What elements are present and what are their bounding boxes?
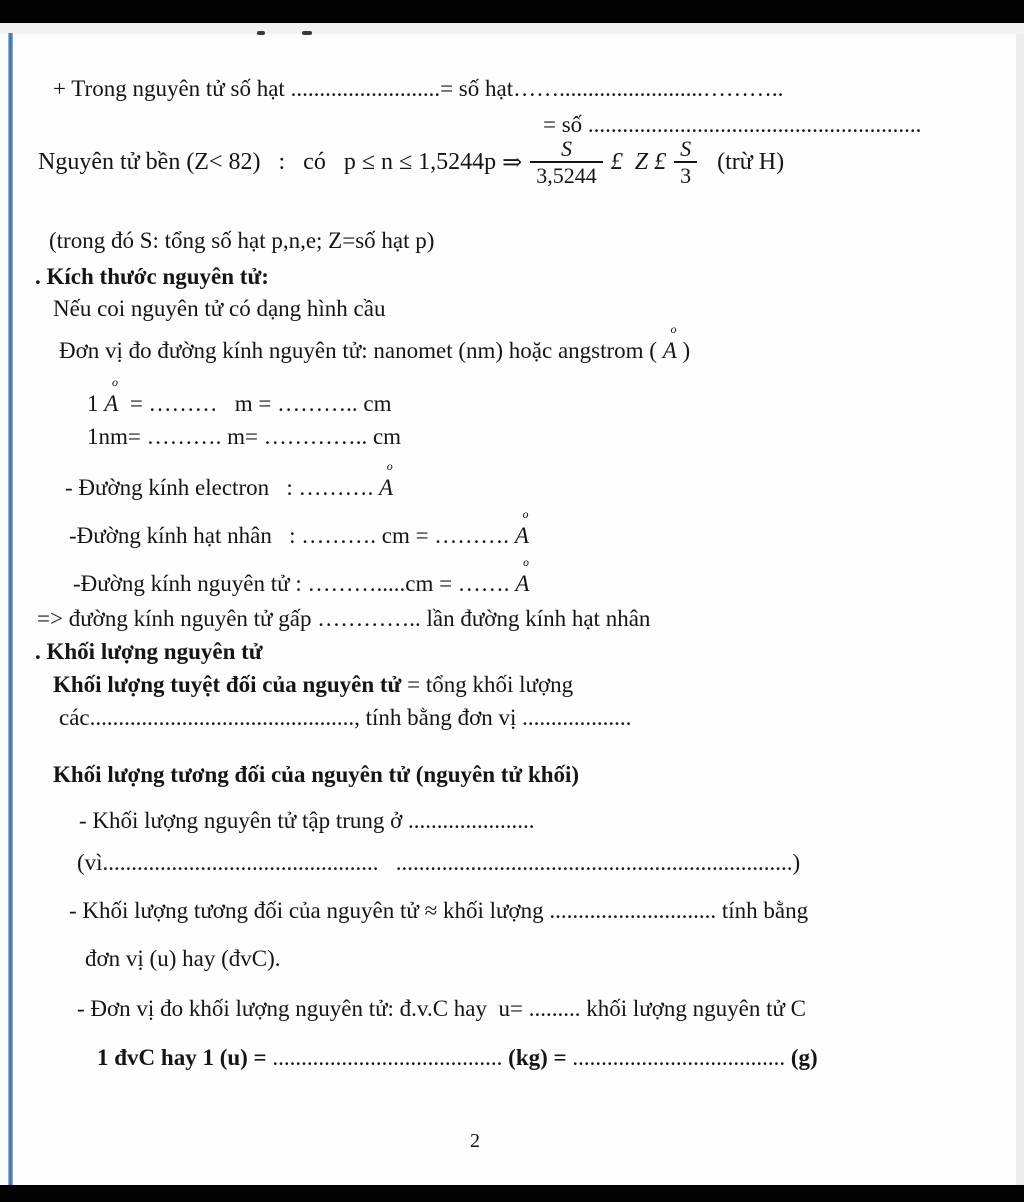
angstrom-letter: A: [379, 475, 394, 500]
right-gray-strip: [1016, 34, 1024, 1185]
diameter-unit-text: Đơn vị đo đường kính nguyên tử: nanomet (nm) hoặc angstrom (: [59, 338, 663, 363]
left-blue-margin-rule: [8, 33, 13, 1185]
fraction-numerator: S: [561, 135, 573, 161]
dvc-equation-kg: (kg) =: [508, 1045, 573, 1070]
dvc-definition-text: - Đơn vị đo khối lượng nguyên tử: đ.v.C hay u= ......... khối lượng nguyên tử C: [77, 996, 807, 1021]
angstrom-symbol: [662, 322, 677, 364]
particles-equality-text-1: + Trong nguyên tử số hạt ..........................= số hạt…….........................………..: [53, 76, 784, 101]
dvc-equation-line: [74, 1017, 818, 1098]
fraction-denominator: 3: [674, 161, 697, 188]
heading-atomic-mass-text: . Khối lượng nguyên tử: [35, 639, 263, 664]
fraction-s-over-35244: [530, 137, 603, 188]
sphere-assumption-text: Nếu coi nguyên tử có dạng hình cầu: [53, 296, 386, 321]
unit-u-text: đơn vị (u) hay (đvC).: [85, 946, 281, 971]
absolute-mass-bold: Khối lượng tuyệt đối của nguyên tử: [53, 672, 402, 697]
stable-atom-formula: [38, 126, 784, 198]
implies-arrow: ⇒: [502, 149, 523, 176]
fraction-denominator: 3,5244: [530, 161, 603, 188]
inequality-middle: £ Z £: [610, 148, 667, 175]
angstrom-ring: o: [670, 322, 677, 336]
atom-diameter-text: -Đường kính nguyên tử : ……….....cm = …….: [73, 571, 516, 596]
page-number-text: 2: [470, 1130, 480, 1152]
absolute-mass-blanks: các.............................................., tính bằng đơn vị ...................: [59, 705, 632, 730]
top-gray-strip: [0, 23, 1024, 34]
absolute-mass-rest: = tổng khối lượng: [401, 672, 574, 697]
top-letterbox-bar: [0, 0, 1024, 23]
nucleus-diameter-text: -Đường kính hạt nhân : ………. cm = ……….: [69, 523, 515, 548]
dvc-equation-dots-2: .....................................: [572, 1045, 791, 1070]
stable-atom-condition: Nguyên tử bền (Z< 82) : có p ≤ n ≤ 1,5244p: [38, 148, 503, 175]
dvc-equation-g: (g): [790, 1045, 818, 1070]
angstrom-letter: A: [104, 391, 119, 416]
angstrom-ring: o: [111, 375, 118, 389]
dvc-equation-lhs: 1 đvC hay 1 (u) =: [97, 1045, 273, 1070]
heading-relative-mass-text: Khối lượng tương đối của nguyên tử (nguyên tử khối): [53, 762, 580, 787]
mass-concentration-text: - Khối lượng nguyên tử tập trung ở ......................: [79, 808, 535, 833]
angstrom-letter: A: [662, 338, 677, 363]
s-definition-text: (trong đó S: tổng số hạt p,n,e; Z=số hạt p): [49, 228, 435, 253]
particles-equality-text-2: = số ..........................................................: [543, 112, 922, 137]
dvc-equation-dots-1: ........................................: [272, 1045, 509, 1070]
angstrom-conversion-post: = ……… m = ……….. cm: [118, 391, 392, 416]
diameter-unit-text-close: ): [676, 338, 691, 363]
because-blank-text: (vì................................................ .....................................................................): [77, 850, 801, 875]
angstrom-conversion-pre: 1: [87, 391, 105, 416]
page-number: [0, 1130, 950, 1153]
bottom-letterbox-bar: [0, 1185, 1024, 1202]
heading-atom-size-text: . Kích thước nguyên tử:: [35, 264, 269, 289]
angstrom-ring: o: [522, 507, 529, 521]
except-hydrogen-note: (trừ H): [705, 148, 785, 175]
relative-mass-approx-text: - Khối lượng tương đối của nguyên tử ≈ khối lượng ............................. tính bằng: [69, 898, 809, 923]
fraction-s-over-3: [674, 137, 697, 188]
angstrom-letter: A: [515, 571, 530, 596]
cropped-text-artifact: [257, 31, 265, 35]
diameter-ratio-text: => đường kính nguyên tử gấp ………….. lần đường kính hạt nhân: [37, 606, 651, 631]
angstrom-letter: A: [514, 523, 529, 548]
angstrom-ring: o: [386, 459, 393, 473]
angstrom-ring: o: [523, 555, 530, 569]
electron-diameter-text: - Đường kính electron : ……….: [65, 475, 379, 500]
nanometer-conversion-text: 1nm= ………. m= ………….. cm: [87, 424, 402, 449]
cropped-text-artifact: [302, 31, 312, 35]
fraction-numerator: S: [680, 135, 692, 161]
